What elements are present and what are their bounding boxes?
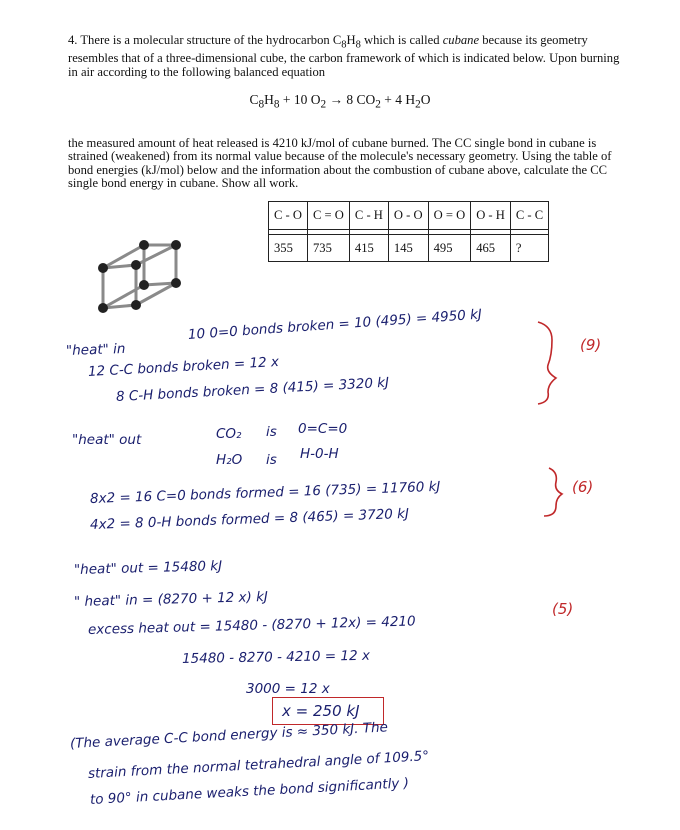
note-line-3: to 90° in cubane weaks the bond significantly ) (89, 775, 410, 808)
formula-subscript: 8 (341, 39, 347, 51)
work-line-cc-bonds: 12 C-C bonds broken = 12 x (87, 354, 280, 380)
eq-sub: 2 (415, 98, 421, 111)
grading-mark-6: (6) (572, 478, 594, 496)
h2o-structure: H-0-H (300, 446, 339, 462)
bond-header: C - O (269, 202, 308, 230)
bond-value: 145 (388, 235, 428, 262)
bond-value: ? (510, 235, 548, 262)
work-line-ch-bonds: 8 C-H bonds broken = 8 (415) = 3320 kJ (115, 374, 390, 405)
formula-subscript: 8 (355, 39, 361, 51)
problem-body-text: the measured amount of heat released is 4210 kJ/mol of cubane burned. The CC single bond in cubane is strained (weakened) from its normal value because of the molecule's necessary geometry. Using the table of bond energies (kJ/mol) below and the information about the combustion of cubane above, calculate the CC single bond energy in cubane. Show all work. (68, 135, 612, 191)
carbon-atoms (98, 240, 181, 313)
work-line-heat-out-total: "heat" out = 15480 kJ (73, 558, 223, 578)
work-line-3000: 3000 = 12 x (246, 681, 330, 697)
formula-h: H (346, 33, 356, 47)
eq-co2: → 8 CO (326, 92, 376, 107)
eq-h: H (264, 92, 274, 107)
eq-sub: 8 (258, 98, 265, 111)
h2o-label: H₂O (216, 452, 243, 468)
problem-intro-end: because its geometry resembles that of a three-dimensional cube, the carbon framework of which is indicated below. Upon burning in air according to the following balanced equation (68, 33, 620, 79)
eq-c: C (249, 92, 259, 107)
work-line-heat-in-total: " heat" in = (8270 + 12 x) kJ (73, 588, 269, 610)
bond-value: 355 (269, 235, 308, 262)
work-line-excess-heat: excess heat out = 15480 - (8270 + 12x) = 4210 (87, 613, 416, 638)
cubane-framework-diagram (103, 245, 176, 308)
bond-header: C = O (308, 202, 350, 230)
grading-mark-5: (5) (552, 600, 574, 618)
work-line-oh-formed: 4x2 = 8 0-H bonds formed = 8 (465) = 3720 kJ (89, 505, 410, 533)
bond-header: O - H (471, 202, 511, 230)
bond-value: 495 (428, 235, 471, 262)
bond-value: 415 (349, 235, 388, 262)
heat-in-label: "heat" in (65, 340, 126, 359)
brace-heat-out (544, 468, 562, 516)
eq-o: O (420, 92, 431, 107)
bond-header: O - O (388, 202, 428, 230)
problem-intro: 4. There is a molecular structure of the hydrocarbon C (68, 33, 342, 47)
eq-sub: 8 (273, 98, 280, 111)
bond-value: 735 (308, 235, 350, 262)
cubane-term: cubane (442, 33, 480, 47)
eq-h2o: + 4 H (380, 92, 416, 107)
note-line-1: (The average C-C bond energy is ≈ 350 kJ. The (69, 719, 389, 752)
co2-label: CO₂ (216, 426, 242, 442)
heat-out-label: "heat" out (72, 432, 142, 448)
brace-heat-in (538, 322, 556, 404)
bond-header: O = O (428, 202, 471, 230)
is-word: is (266, 452, 277, 468)
bond-value: 465 (471, 235, 511, 262)
work-line-co-formed: 8x2 = 16 C=0 bonds formed = 16 (735) = 11760 kJ (89, 478, 441, 507)
work-line-solve: 15480 - 8270 - 4210 = 12 x (181, 647, 371, 667)
final-answer: x = 250 kJ (282, 702, 360, 720)
bond-header: C - C (510, 202, 548, 230)
eq-sub: 2 (375, 98, 381, 111)
co2-structure: 0=C=0 (298, 421, 348, 437)
work-line-o2-bonds: 10 0=0 bonds broken = 10 (495) = 4950 kJ (187, 306, 483, 343)
note-line-2: strain from the normal tetrahedral angle of 109.5° (87, 748, 430, 782)
bond-header: C - H (349, 202, 388, 230)
eq-sub: 2 (320, 98, 327, 111)
grading-mark-9: (9) (580, 336, 602, 354)
problem-intro-rest: which is called (360, 33, 443, 47)
is-word: is (266, 424, 277, 440)
eq-o2: + 10 O (279, 92, 321, 107)
